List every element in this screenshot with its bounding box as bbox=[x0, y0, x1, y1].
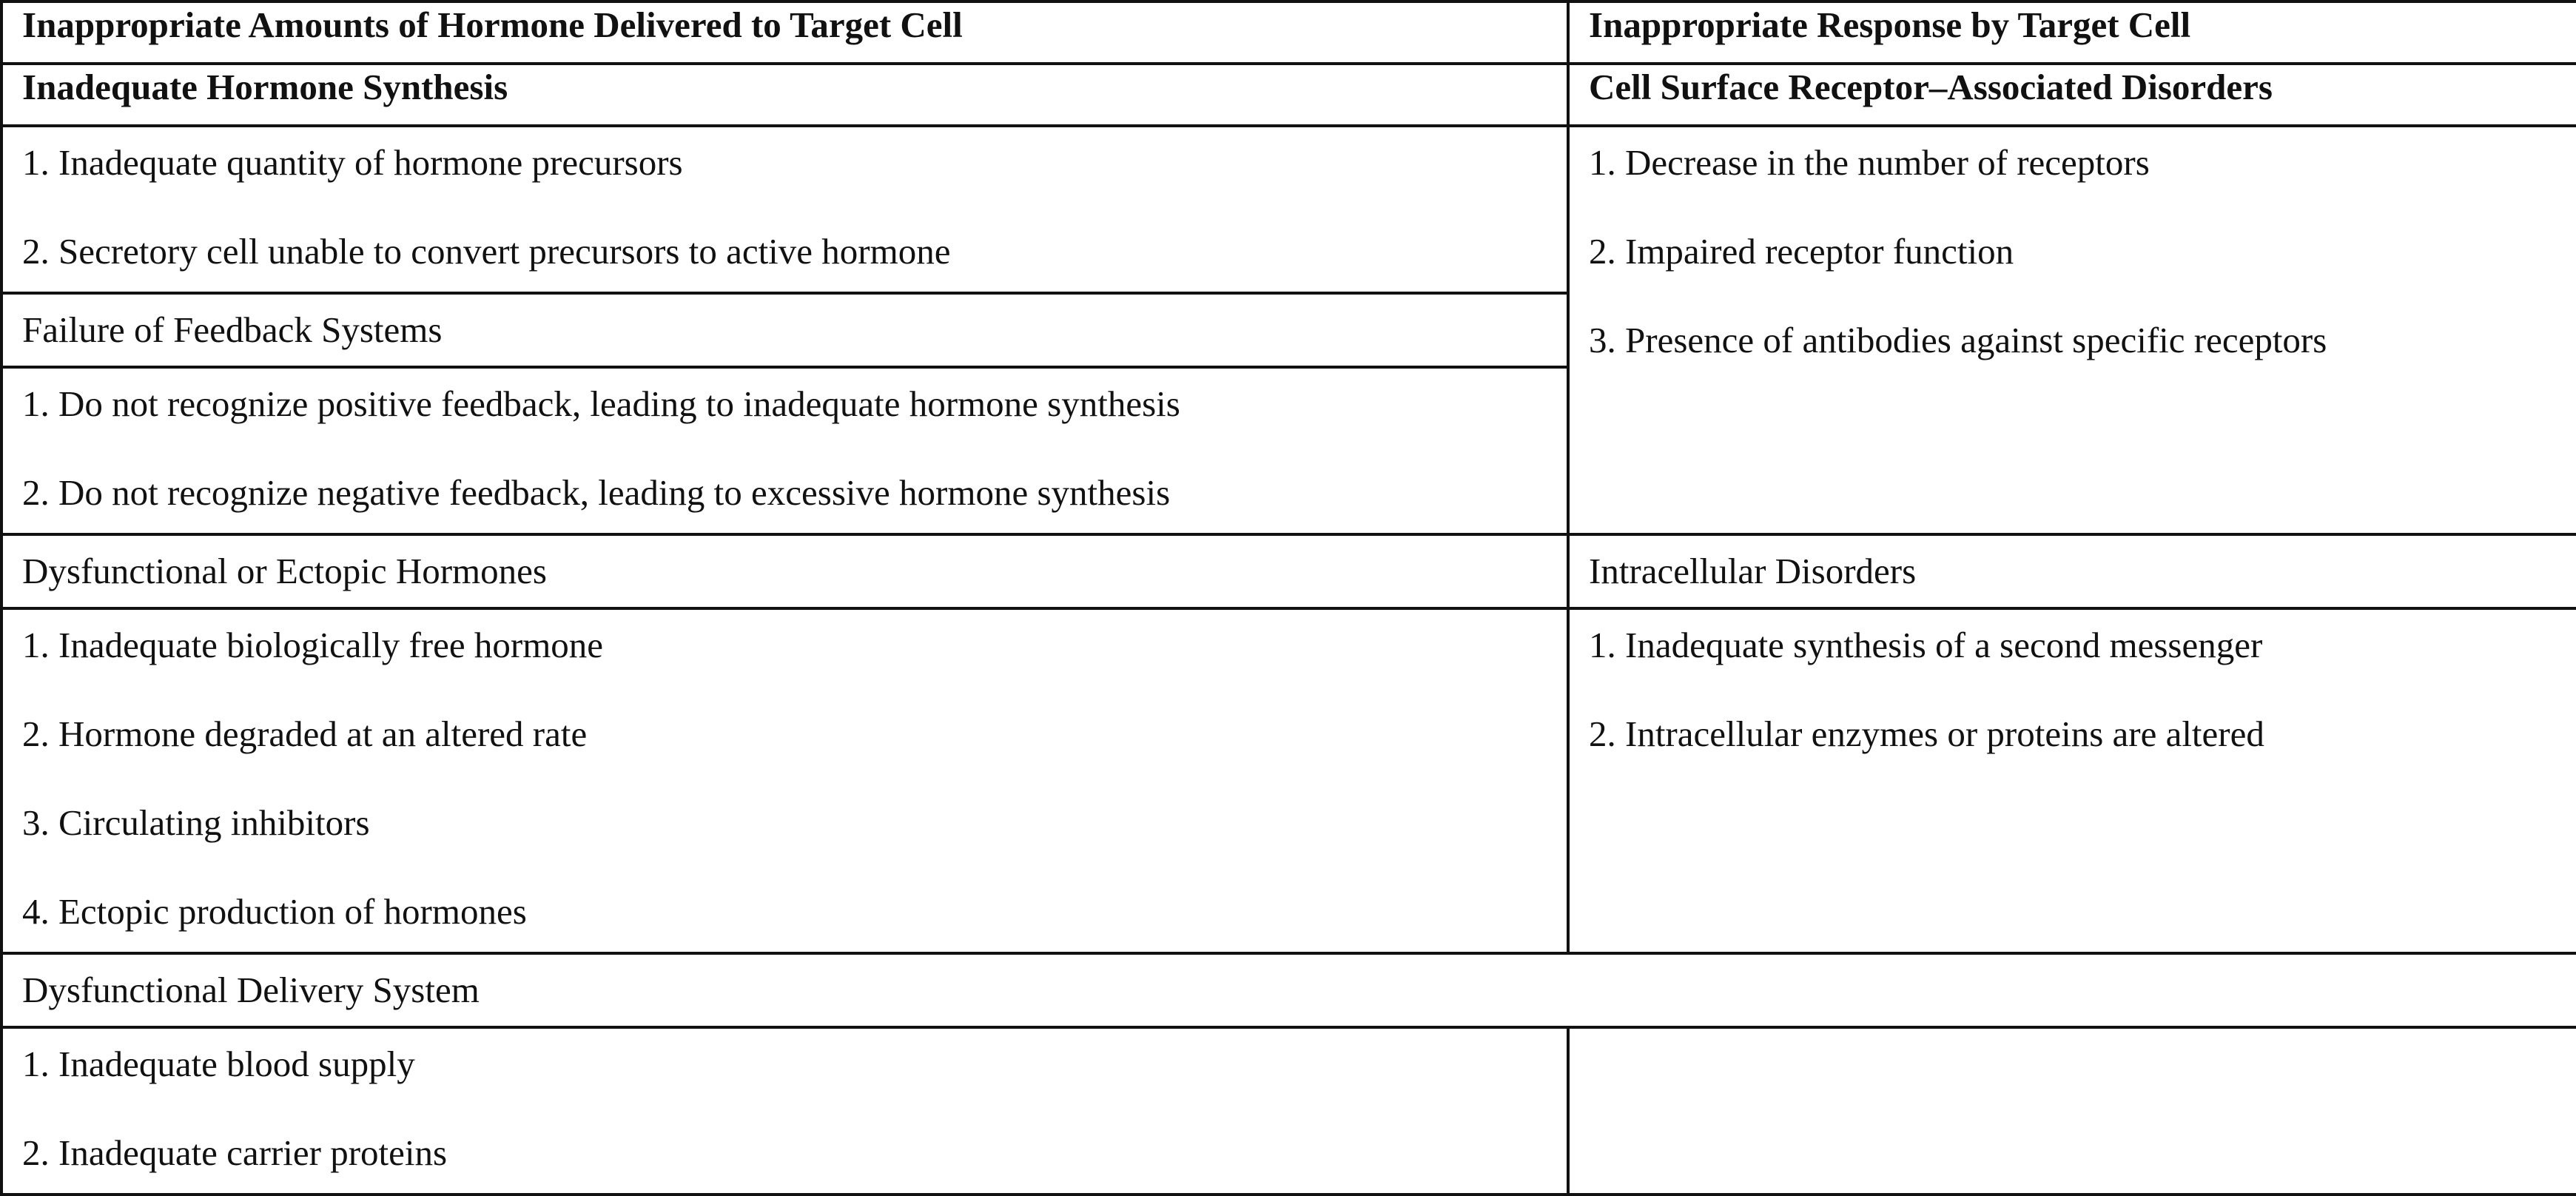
list-item: 4. Ectopic production of hormones bbox=[22, 891, 527, 932]
synthesis-row bbox=[1, 126, 2576, 293]
delivery-title-row bbox=[1, 953, 2576, 1027]
receptor-items bbox=[1568, 126, 2576, 534]
list-item: 1. Decrease in the number of receptors bbox=[1589, 142, 2150, 183]
list-item: 2. Hormone degraded at an altered rate bbox=[22, 713, 588, 754]
header-left: Inappropriate Amounts of Hormone Delivered to Target Cell bbox=[1, 1, 1568, 64]
intracellular-title: Intracellular Disorders bbox=[1568, 534, 2576, 608]
delivery-items bbox=[1, 1027, 1568, 1195]
feedback-items bbox=[1, 367, 1568, 534]
ectopic-row bbox=[1, 608, 2576, 953]
delivery-title: Dysfunctional Delivery System bbox=[1, 953, 2576, 1027]
list-item: 2. Intracellular enzymes or proteins are altered bbox=[1589, 713, 2264, 754]
list-item: 1. Inadequate synthesis of a second messenger bbox=[1589, 625, 2263, 665]
list-item: 2. Impaired receptor function bbox=[1589, 231, 2014, 272]
list-item: 1. Inadequate blood supply bbox=[22, 1044, 415, 1084]
ectopic-title: Dysfunctional or Ectopic Hormones bbox=[1, 534, 1568, 608]
list-item: 1. Inadequate quantity of hormone precursors bbox=[22, 142, 683, 183]
feedback-title: Failure of Feedback Systems bbox=[1, 293, 1568, 367]
list-item: 3. Circulating inhibitors bbox=[22, 802, 370, 843]
empty-cell bbox=[1568, 1027, 2576, 1195]
delivery-row bbox=[1, 1027, 2576, 1195]
list-item: 1. Do not recognize positive feedback, leading to inadequate hormone synthesis bbox=[22, 383, 1180, 424]
list-item: 2. Secretory cell unable to convert precursors to active hormone bbox=[22, 231, 951, 272]
list-item: 2. Inadequate carrier proteins bbox=[22, 1132, 448, 1173]
synthesis-title: Inadequate Hormone Synthesis bbox=[1, 64, 1568, 126]
synthesis-items bbox=[1, 126, 1568, 293]
list-item: 2. Do not recognize negative feedback, leading to excessive hormone synthesis bbox=[22, 472, 1171, 513]
intracellular-items bbox=[1568, 608, 2576, 953]
list-item: 3. Presence of antibodies against specific receptors bbox=[1589, 320, 2327, 360]
ectopic-title-row bbox=[1, 534, 2576, 608]
ectopic-items bbox=[1, 608, 1568, 953]
receptor-title: Cell Surface Receptor–Associated Disorders bbox=[1568, 64, 2576, 126]
header-right: Inappropriate Response by Target Cell bbox=[1568, 1, 2576, 64]
subheader-row bbox=[1, 64, 2576, 126]
list-item: 1. Inadequate biologically free hormone bbox=[22, 625, 604, 665]
header-row bbox=[1, 1, 2576, 64]
